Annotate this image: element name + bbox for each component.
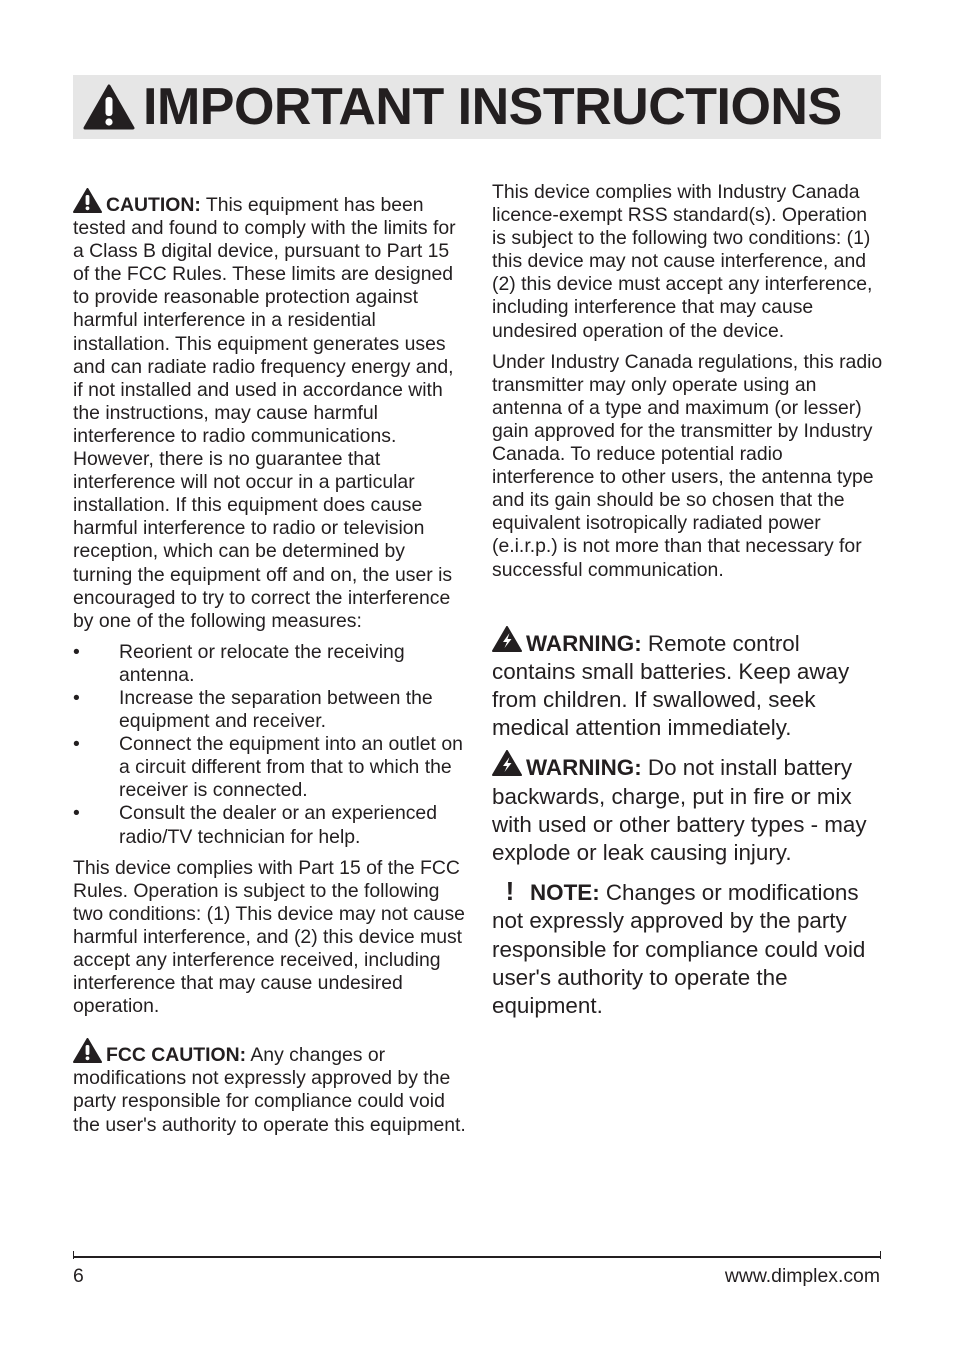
footer-divider-tick-right [880,1251,881,1259]
measures-list [73,641,467,849]
shock-warning-icon [492,750,522,776]
list-item: • Connect the equipment into an outlet on a circuit different from that to which the receiver is connected. [73,733,463,802]
note-paragraph [492,877,884,1020]
fcc-caution-text: Any changes or modifications not expressly approved by the party responsible for compliance could void the user's authority to operate this equipment. [73,1044,466,1136]
caution-text: This equipment has been tested and found to comply with the limits for a Class B digital device, pursuant to Part 15 of the FCC Rules. These limits are designed to provide reasonable protection against harmful interference in a residential installation. This equipment generates uses and can radiate radio frequency energy and, if not installed and used in accordance with the instructions, may cause harmful interference to radio communications. However, there is no guarantee that interference will not occur in a particular installation. If this equipment does cause harmful interference to radio or television reception, which can be determined by turning the equipment off and on, the user is encouraged to try to correct the interference by one of the following measures: [73,194,456,632]
battery-warning-1 [492,626,884,743]
website-url: www.dimplex.com [724,1265,880,1287]
footer-divider-tick-left [73,1251,74,1259]
warning-1-text: Remote control contains small batteries. Keep away from children. If swallowed, seek medical attention immediately. [492,630,850,741]
caution-label: CAUTION: [106,194,201,216]
footer-divider [73,1256,881,1258]
bullet-mark: • [73,640,80,663]
fcc-warning-icon [73,1038,102,1063]
part15-paragraph: This device complies with Part 15 of the FCC Rules. Operation is subject to the following two conditions: (1) This device may not cause harmful interference, and (2) this device must accept any interference received, including interference that may cause undesired operation. [73,856,465,1018]
left-column [73,188,467,1137]
list-item: • Increase the separation between the equipment and receiver. [73,686,433,733]
shock-warning-icon [492,626,522,652]
list-item: • Consult the dealer or an experienced radio/TV technician for help. [73,802,437,848]
warning-1-label: WARNING: [526,630,642,656]
note-label: NOTE: [530,880,600,906]
caution-warning-icon [73,188,102,213]
bullet-mark: • [73,802,80,825]
bullet-mark: • [73,733,80,756]
industry-canada-paragraph-2: Under Industry Canada regulations, this radio transmitter may only operate using an antenna of a type and maximum (or lesser) gain approved for the transmitter by Industry Canada. To reduce potential radio interference to other users, the antenna type and its gain should be so chosen that the equivalent isotropically radiated power (e.i.r.p.) is not more than that necessary for successful communication. [492,350,883,581]
warning-triangle-icon [83,84,135,130]
warning-2-text: Do not install battery backwards, charge, put in fire or mix with used or other battery types - may explode or leak causing injury. [492,755,867,866]
fcc-caution-paragraph [73,1038,467,1136]
fcc-caution-label: FCC CAUTION: [106,1044,247,1067]
bullet-mark: • [73,686,80,709]
list-item: • Reorient or relocate the receiving antenna. [73,640,405,686]
title-bar [73,75,881,139]
battery-warning-2 [492,750,884,867]
page-title: IMPORTANT INSTRUCTIONS [143,78,842,136]
note-text: Changes or modifications not expressly approved by the party responsible for compliance could void user's authority to operate the equipment. [492,880,866,1019]
page-number: 6 [73,1265,84,1287]
warning-2-label: WARNING: [526,755,642,781]
industry-canada-paragraph-1: This device complies with Industry Canada licence-exempt RSS standard(s). Operation is subject to the following two conditions: (1) this device may not cause interference, and (2) this device must accept any interference, including interference that may cause undesired operation of the device. [492,181,873,342]
caution-paragraph [73,188,467,633]
exclamation-icon: ! [505,876,515,907]
right-column [492,181,884,1020]
